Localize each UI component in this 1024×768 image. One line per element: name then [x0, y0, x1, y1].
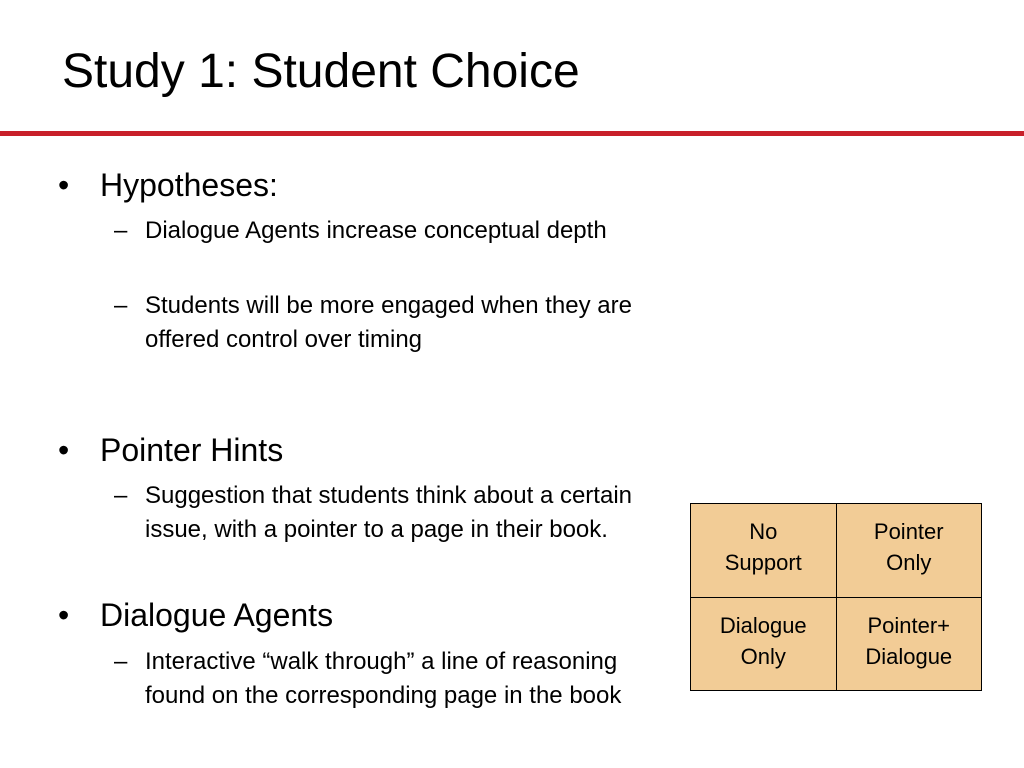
dash-marker: – [114, 217, 128, 244]
grid-row [691, 597, 982, 691]
sub-item-text: Dialogue Agents increase conceptual depth [145, 217, 607, 244]
bullet-label: Dialogue Agents [100, 597, 334, 633]
grid-cell-dialogue-only: Dialogue Only [691, 597, 837, 691]
dash-marker: – [114, 292, 128, 319]
sub-item [114, 289, 674, 357]
sub-item [114, 479, 674, 547]
sub-item [114, 214, 674, 248]
sub-item [114, 645, 674, 713]
bullet-dialogue-agents [58, 597, 333, 633]
sub-item-text: Suggestion that students think about a certain issue, with a pointer to a page in their book. [145, 482, 632, 543]
grid-row [691, 504, 982, 598]
sub-item-text: Interactive “walk through” a line of reasoning found on the corresponding page in the book [145, 648, 622, 709]
dash-marker: – [114, 648, 128, 675]
grid-cell-no-support: No Support [691, 504, 837, 598]
bullet-label: Hypotheses: [100, 167, 278, 203]
bullet-marker: • [58, 432, 70, 468]
bullet-label: Pointer Hints [100, 432, 284, 468]
slide-title: Study 1: Student Choice [62, 45, 580, 98]
grid-cell-pointer-only: Pointer Only [836, 504, 982, 598]
dash-marker: – [114, 482, 128, 509]
condition-grid [690, 503, 982, 691]
bullet-pointer-hints [58, 432, 283, 468]
bullet-marker: • [58, 597, 70, 633]
bullet-marker: • [58, 167, 70, 203]
sub-item-text: Students will be more engaged when they are offered control over timing [145, 292, 632, 353]
grid-cell-pointer-dialogue: Pointer+ Dialogue [836, 597, 982, 691]
bullet-hypotheses [58, 167, 278, 203]
